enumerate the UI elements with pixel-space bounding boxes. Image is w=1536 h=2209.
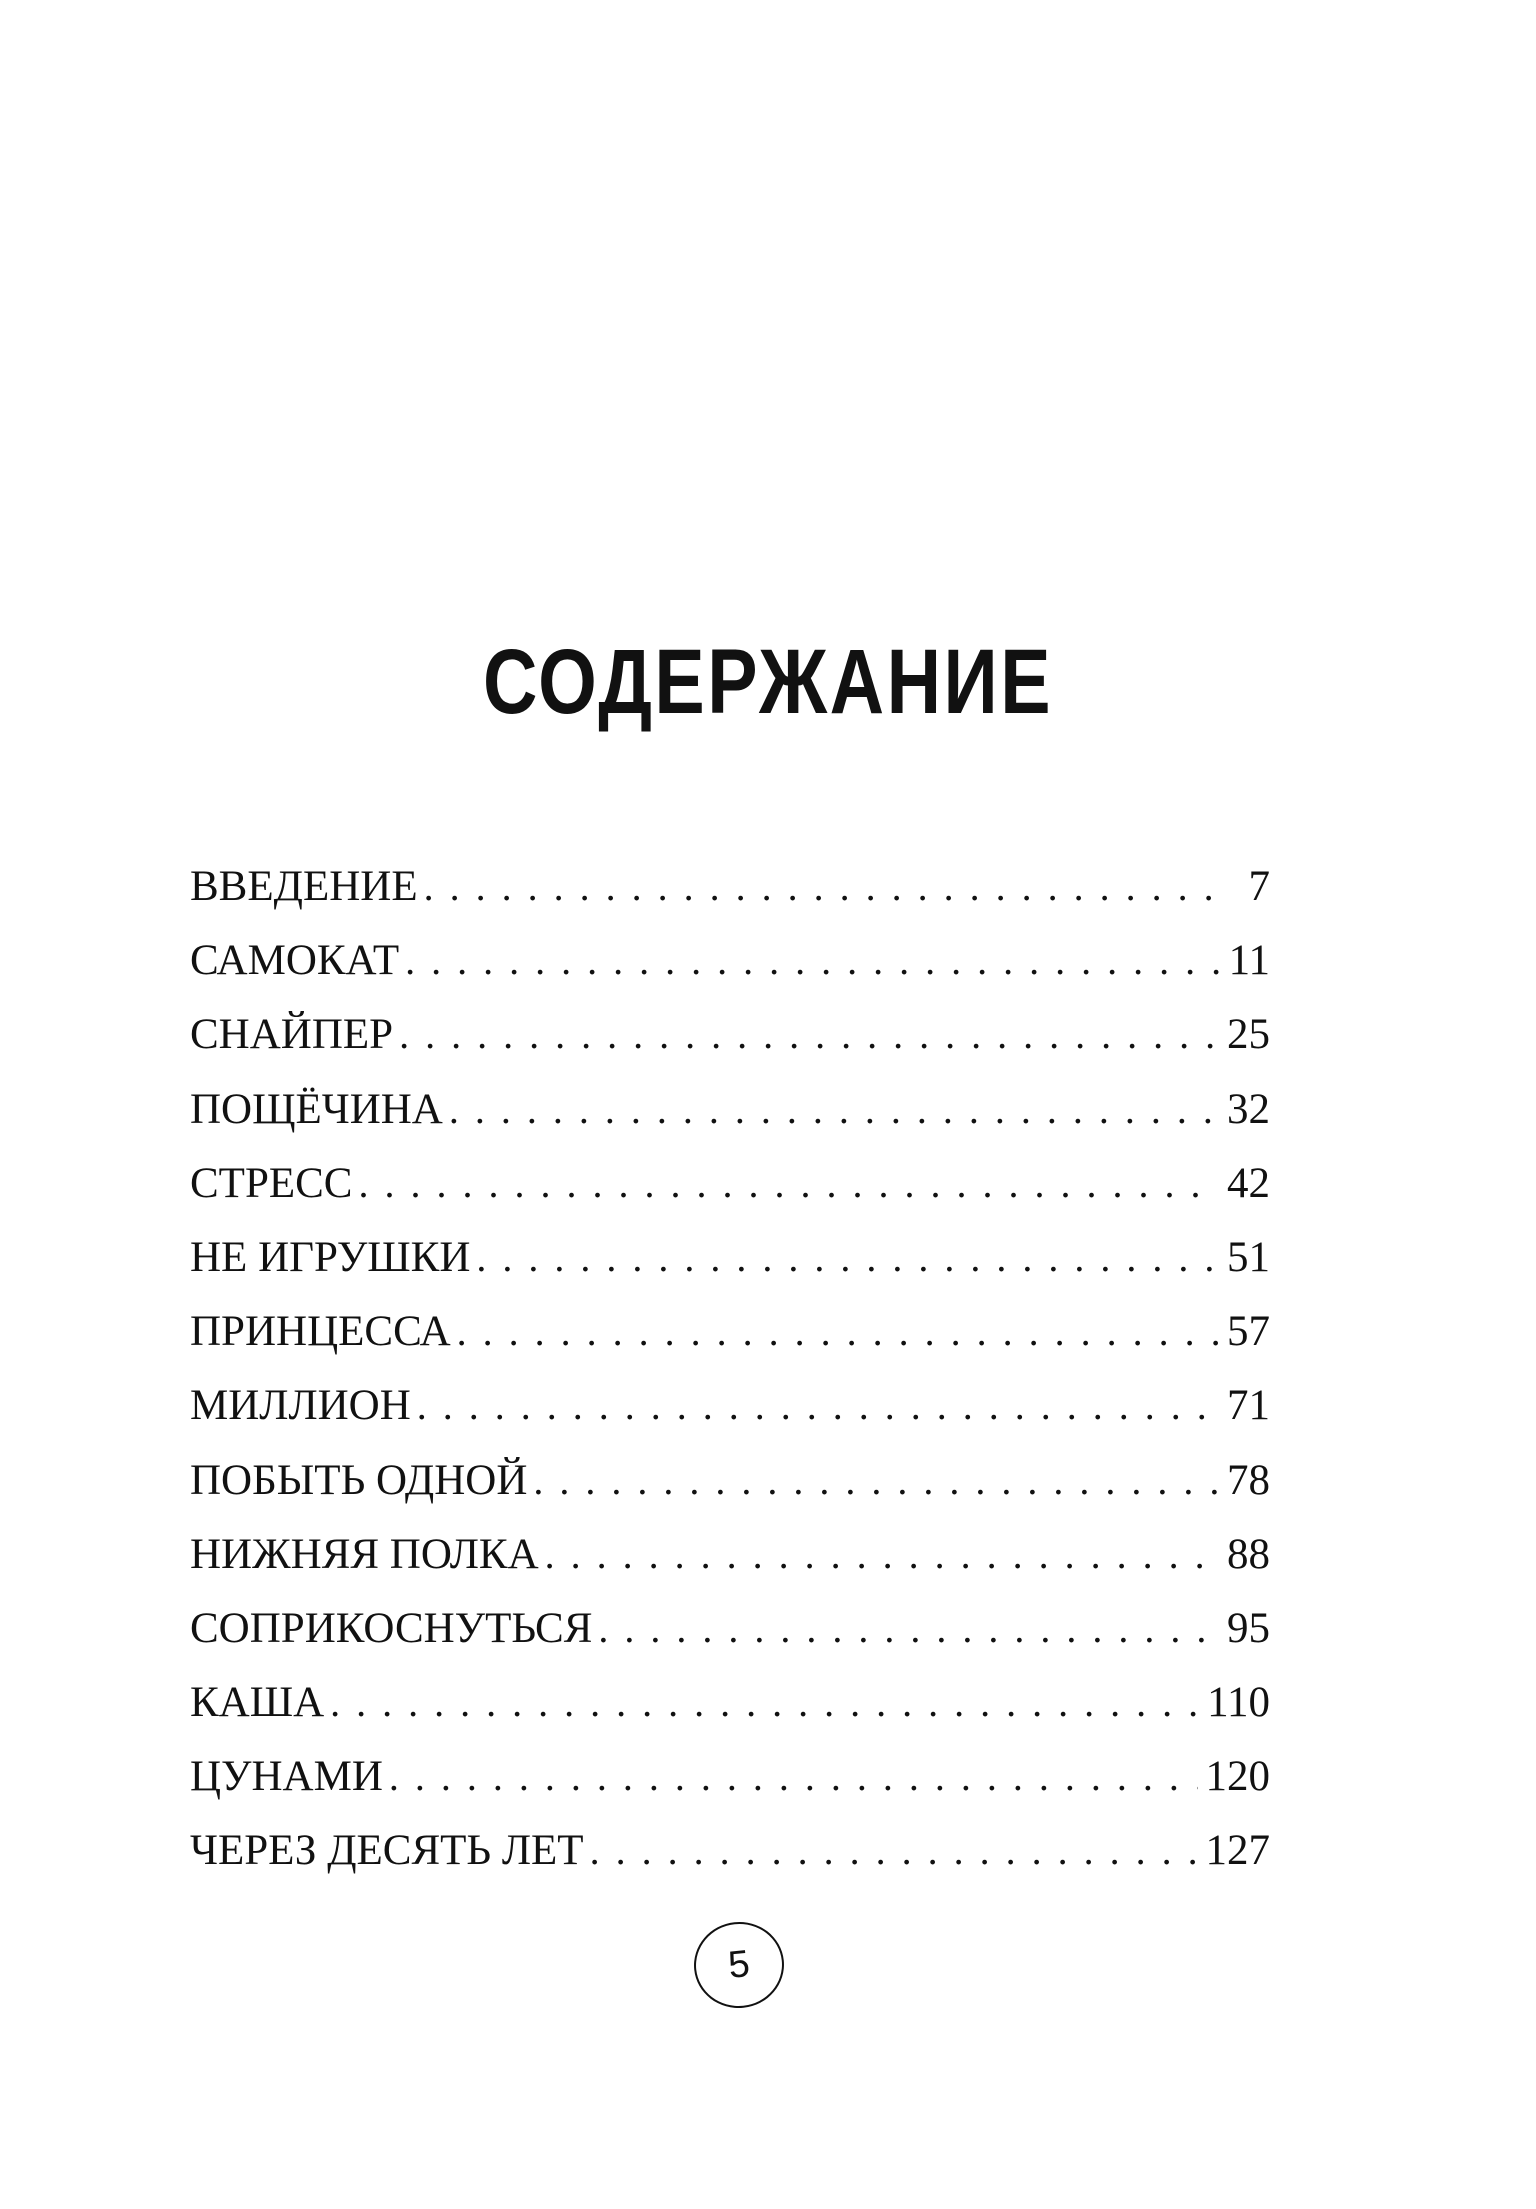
dot-leader (598, 1604, 1219, 1654)
toc-entry-label: ПРИНЦЕССА (190, 1308, 451, 1356)
toc-entry-kasha[interactable] (190, 1678, 1270, 1752)
toc-entry-label: ВВЕДЕНИЕ (190, 863, 418, 910)
toc-entry-million[interactable] (190, 1381, 1270, 1455)
page-number-circle (690, 1918, 788, 2013)
toc-entry-label: НЕ ИГРУШКИ (190, 1233, 471, 1281)
toc-entry-label: СТРЕСС (190, 1159, 353, 1207)
toc-entry-label: ЦУНАМИ (190, 1753, 383, 1801)
toc-entry-label: СНАЙПЕР (190, 1011, 394, 1059)
toc-entry-page: 57 (1227, 1308, 1270, 1356)
dot-leader (457, 1307, 1219, 1357)
toc-entry-ne-igrushki[interactable] (190, 1233, 1270, 1307)
dot-leader (405, 936, 1220, 986)
page-number: 5 (726, 1942, 752, 1987)
toc-entry-nizhnyaya-polka[interactable] (190, 1530, 1270, 1604)
toc-entry-intro[interactable] (190, 862, 1270, 936)
dot-leader (476, 1233, 1219, 1283)
table-of-contents (190, 862, 1270, 1901)
toc-entry-tsunami[interactable] (190, 1752, 1270, 1826)
toc-entry-page: 11 (1228, 937, 1270, 985)
toc-entry-label: КАША (190, 1679, 325, 1727)
dot-leader (545, 1530, 1219, 1580)
toc-entry-samokat[interactable] (190, 936, 1270, 1010)
toc-entry-page: 95 (1227, 1604, 1270, 1652)
toc-entry-page: 7 (1248, 863, 1270, 910)
toc-entry-poshchechina[interactable] (190, 1085, 1270, 1159)
dot-leader (533, 1456, 1219, 1506)
toc-entry-cherez-desyat-let[interactable] (190, 1826, 1270, 1900)
toc-entry-pobyt-odnoi[interactable] (190, 1456, 1270, 1530)
toc-entry-page: 32 (1227, 1085, 1270, 1133)
toc-entry-page: 25 (1227, 1011, 1270, 1059)
toc-entry-label: ПОЩЁЧИНА (190, 1085, 443, 1133)
toc-entry-label: ЧЕРЕЗ ДЕСЯТЬ ЛЕТ (190, 1827, 584, 1875)
toc-entry-page: 110 (1207, 1679, 1270, 1727)
toc-entry-printsessa[interactable] (190, 1307, 1270, 1381)
dot-leader (449, 1085, 1219, 1135)
toc-entry-label: САМОКАТ (190, 937, 400, 985)
toc-entry-label: МИЛЛИОН (190, 1382, 411, 1430)
toc-entry-label: СОПРИКОСНУТЬСЯ (190, 1604, 593, 1652)
toc-entry-soprikosnutsya[interactable] (190, 1604, 1270, 1678)
toc-entry-label: ПОБЫТЬ ОДНОЙ (190, 1456, 528, 1504)
toc-entry-page: 71 (1227, 1382, 1270, 1430)
dot-leader (424, 862, 1232, 912)
toc-entry-page: 78 (1227, 1456, 1270, 1504)
toc-entry-page: 51 (1227, 1233, 1270, 1281)
toc-entry-page: 42 (1227, 1159, 1270, 1207)
toc-entry-label: НИЖНЯЯ ПОЛКА (190, 1530, 539, 1578)
dot-leader (330, 1678, 1199, 1728)
dot-leader (359, 1159, 1220, 1209)
toc-entry-stress[interactable] (190, 1159, 1270, 1233)
toc-entry-page: 120 (1205, 1753, 1270, 1801)
page-title: СОДЕРЖАНИЕ (483, 630, 1053, 733)
dot-leader (399, 1010, 1219, 1060)
dot-leader (590, 1826, 1198, 1876)
dot-leader (389, 1752, 1198, 1802)
dot-leader (417, 1381, 1219, 1431)
toc-entry-snaiper[interactable] (190, 1010, 1270, 1084)
toc-entry-page: 127 (1205, 1827, 1270, 1875)
toc-entry-page: 88 (1227, 1530, 1270, 1578)
